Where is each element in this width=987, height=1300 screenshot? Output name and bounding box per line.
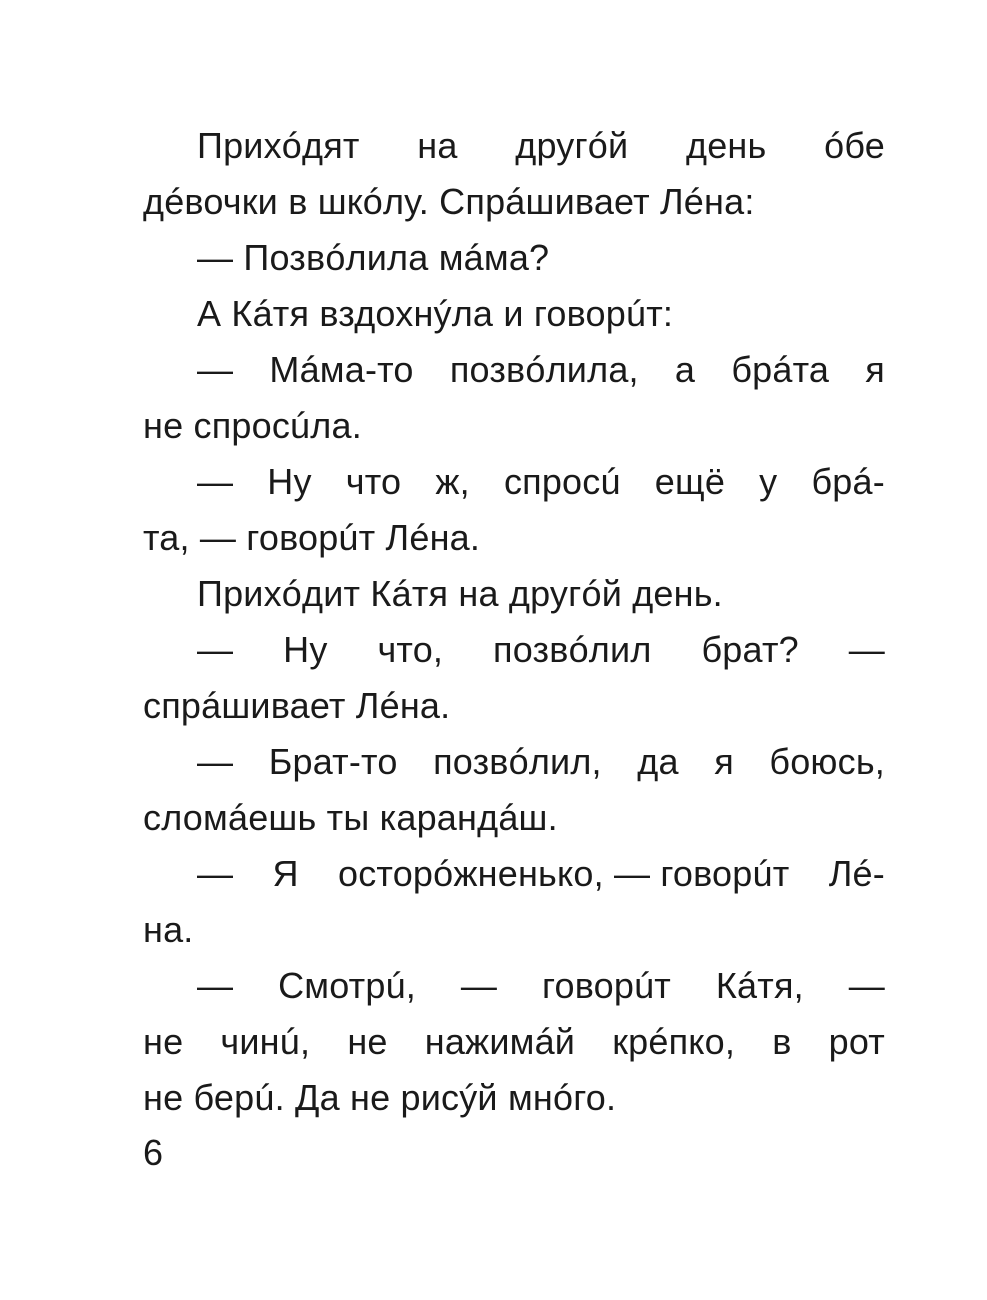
- word: —: [197, 349, 234, 390]
- word: позвóлил: [493, 629, 652, 670]
- text-line: [143, 734, 885, 790]
- word: другóй: [515, 125, 629, 166]
- word: Смотрú,: [278, 965, 416, 1006]
- text-line: [143, 118, 885, 174]
- word: что,: [377, 629, 444, 670]
- word: брá-: [811, 461, 885, 502]
- word: —: [848, 965, 885, 1006]
- word: говорúт: [541, 965, 671, 1006]
- text-line: спрáшивает Лéна.: [143, 685, 451, 726]
- word: —: [197, 741, 234, 782]
- word: Ну: [283, 629, 328, 670]
- word: спросú: [503, 461, 621, 502]
- word: да: [637, 741, 679, 782]
- text-line: на.: [143, 909, 194, 950]
- word: в: [772, 1021, 792, 1062]
- word: Прихóдят: [197, 125, 360, 166]
- word: ещё: [654, 461, 726, 502]
- word: ж,: [435, 461, 470, 502]
- text-line: Прихóдит Кáтя на другóй день.: [197, 573, 723, 614]
- text-line: дéвочки в шкóлу. Спрáшивает Лéна:: [143, 181, 755, 222]
- word: день: [686, 125, 767, 166]
- word: Брат-то: [268, 741, 398, 782]
- word: рот: [828, 1021, 885, 1062]
- story-text: [143, 118, 885, 1126]
- word: что: [345, 461, 402, 502]
- word: Лé-: [828, 853, 885, 894]
- word: чинú,: [220, 1021, 311, 1062]
- text-line: [143, 1014, 885, 1070]
- text-line: — Позвóлила мáма?: [197, 237, 550, 278]
- word: а: [674, 349, 696, 390]
- word: —: [197, 629, 234, 670]
- page-number: 6: [143, 1132, 164, 1173]
- word: Мáма-то: [269, 349, 414, 390]
- word: позвóлила,: [449, 349, 639, 390]
- word: óбе: [824, 125, 885, 166]
- word: крéпко,: [612, 1021, 736, 1062]
- text-line: [143, 846, 885, 902]
- word: Я: [272, 853, 299, 894]
- text-line: та, — говорúт Лéна.: [143, 517, 481, 558]
- word: боюсь,: [769, 741, 885, 782]
- text-line: [143, 342, 885, 398]
- word: —: [197, 461, 234, 502]
- word: не: [143, 1021, 184, 1062]
- text-line: сломáешь ты карандáш.: [143, 797, 558, 838]
- word: нажимáй: [424, 1021, 576, 1062]
- word: у: [759, 461, 778, 502]
- word: на: [417, 125, 458, 166]
- word: не: [347, 1021, 388, 1062]
- word: брáта: [731, 349, 830, 390]
- word: Ну: [267, 461, 312, 502]
- text-line: А Кáтя вздохнýла и говорúт:: [197, 293, 674, 334]
- word: я: [865, 349, 885, 390]
- word: Кáтя,: [715, 965, 804, 1006]
- word: я: [714, 741, 734, 782]
- word: —: [460, 965, 498, 1006]
- text-line: [143, 454, 885, 510]
- word: —: [848, 629, 885, 670]
- text-line: не спросúла.: [143, 405, 362, 446]
- word: осторóжненько, — говорúт: [338, 853, 790, 894]
- word: —: [197, 965, 234, 1006]
- text-line: [143, 622, 885, 678]
- text-line: не берú. Да не рисýй мнóго.: [143, 1077, 617, 1118]
- word: —: [197, 853, 234, 894]
- text-line: [143, 958, 885, 1014]
- word: позвóлил,: [433, 741, 602, 782]
- word: брат?: [701, 629, 799, 670]
